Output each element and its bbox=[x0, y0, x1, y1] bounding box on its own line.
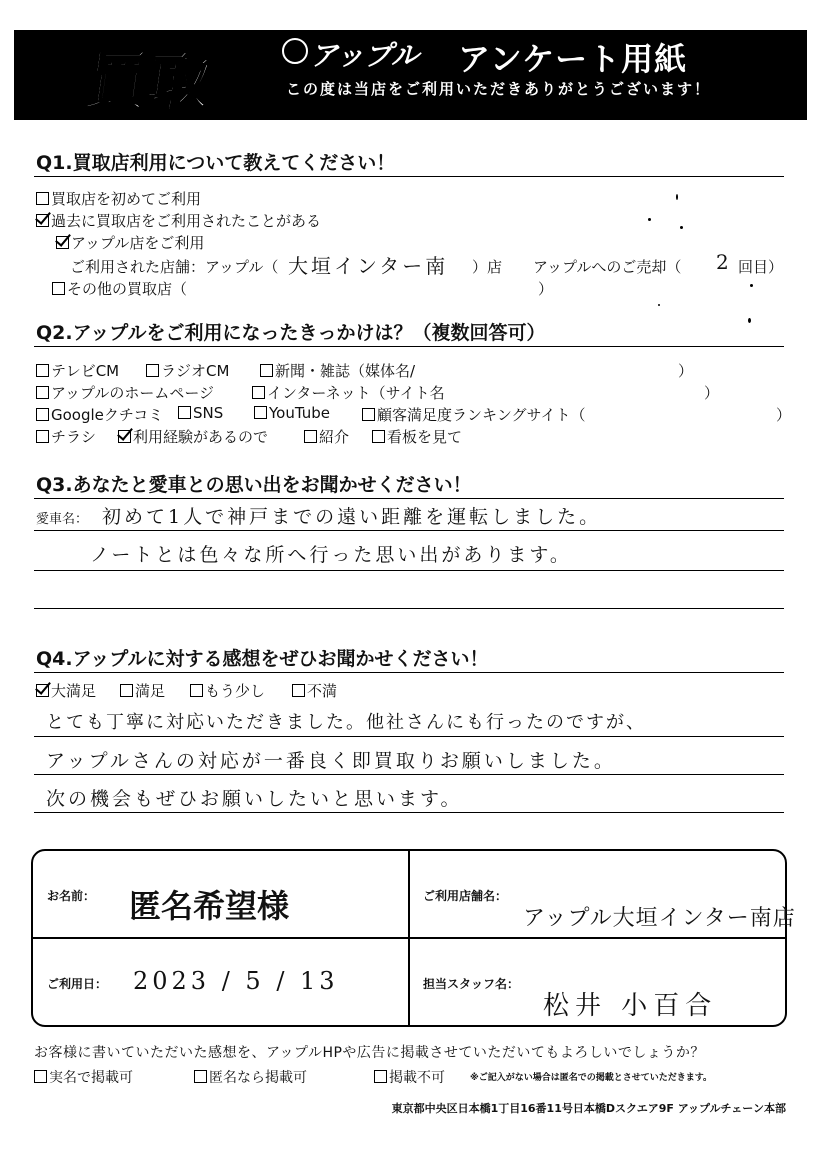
q4-divider bbox=[34, 672, 784, 673]
q2-radiocm-checkbox[interactable] bbox=[146, 364, 159, 377]
q1-apple-store-label: アップル店をご利用 bbox=[71, 234, 205, 252]
q4-comment-line-1[interactable]: とても丁寧に対応いただきました。他社さんにも行ったのですが、 bbox=[46, 712, 646, 733]
q4-satisfied-label: 満足 bbox=[135, 682, 166, 700]
q2-option-youtube[interactable] bbox=[254, 404, 330, 422]
q3-car-label: 愛車名： bbox=[36, 512, 89, 527]
q2-youtube-label: YouTube bbox=[269, 404, 330, 422]
q2-experience-checkbox[interactable] bbox=[118, 430, 131, 443]
q4-writing-line bbox=[34, 812, 784, 813]
q2-option-signboard[interactable] bbox=[372, 426, 462, 447]
q2-ranking-label: 顧客満足度ランキングサイト（ bbox=[377, 406, 586, 424]
q1-used-before-checkbox[interactable] bbox=[36, 214, 49, 227]
q4-so-so-checkbox[interactable] bbox=[190, 684, 203, 697]
q3-writing-line bbox=[34, 608, 784, 609]
q2-option-sns[interactable] bbox=[178, 404, 223, 422]
q1-other-label: その他の買取店（ bbox=[67, 280, 188, 298]
publish-anonymous-checkbox[interactable] bbox=[194, 1070, 207, 1083]
q2-signboard-label: 看板を見て bbox=[387, 428, 463, 446]
q2-newspaper-label: 新聞・雑誌（媒体名/ bbox=[275, 362, 416, 380]
staff-name-label: 担当スタッフ名： bbox=[423, 977, 520, 991]
q1-apple-store-option[interactable] bbox=[56, 232, 204, 253]
q2-experience-label: 利用経験があるので bbox=[133, 428, 269, 446]
q4-very-satisfied-checkbox[interactable] bbox=[36, 684, 49, 697]
q1-divider bbox=[34, 176, 784, 177]
q2-tvcm-label: テレビCM bbox=[51, 362, 120, 380]
brand-name: アップル bbox=[310, 39, 419, 72]
q1-other-checkbox[interactable] bbox=[52, 282, 65, 295]
pen-mark bbox=[748, 318, 751, 323]
publish-none-checkbox[interactable] bbox=[374, 1070, 387, 1083]
publish-none-label: 掲載不可 bbox=[389, 1070, 445, 1086]
q4-so-so-label: もう少し bbox=[205, 682, 266, 700]
q2-homepage-label: アップルのホームページ bbox=[51, 384, 215, 402]
q4-writing-line bbox=[34, 774, 784, 775]
q2-radiocm-label: ラジオCM bbox=[161, 362, 230, 380]
q3-writing-line bbox=[34, 570, 784, 571]
publish-real-name-label: 実名で掲載可 bbox=[49, 1070, 133, 1086]
pen-mark bbox=[676, 194, 678, 200]
q2-internet-checkbox[interactable] bbox=[252, 386, 265, 399]
publish-anonymous-option[interactable] bbox=[194, 1067, 307, 1087]
q2-youtube-checkbox[interactable] bbox=[254, 406, 267, 419]
publish-note: ※ご記入がない場合は匿名での掲載とさせていただきます。 bbox=[470, 1073, 713, 1083]
q4-rating-so-so[interactable] bbox=[190, 680, 265, 701]
q1-used-before-option[interactable] bbox=[36, 210, 321, 231]
q2-internet-close: ） bbox=[704, 384, 720, 402]
q2-title: Q2.アップルをご利用になったきっかけは？（複数回答可） bbox=[36, 322, 546, 344]
staff-name-value[interactable]: 松井 小百合 bbox=[543, 991, 718, 1021]
q2-flyer-checkbox[interactable] bbox=[36, 430, 49, 443]
q2-flyer-label: チラシ bbox=[51, 428, 97, 446]
publish-real-name-option[interactable] bbox=[34, 1067, 133, 1087]
q2-option-homepage[interactable] bbox=[36, 382, 214, 403]
q1-times-label: アップルへのご売却（ bbox=[533, 258, 682, 276]
card-divider-horizontal bbox=[33, 937, 785, 939]
publish-permission-question: お客様に書いていただいた感想を、アップルHPや広告に掲載させていただいてもよろしいでしょうか？ bbox=[34, 1045, 705, 1061]
q2-homepage-checkbox[interactable] bbox=[36, 386, 49, 399]
q2-ranking-checkbox[interactable] bbox=[362, 408, 375, 421]
header-banner bbox=[14, 30, 807, 120]
pen-mark bbox=[680, 226, 683, 229]
q2-divider bbox=[34, 346, 784, 347]
q1-first-time-label: 買取店を初めてご利用 bbox=[51, 190, 202, 208]
q2-option-google[interactable] bbox=[36, 404, 163, 425]
q3-divider bbox=[34, 498, 784, 499]
pen-mark bbox=[658, 304, 660, 306]
q2-sns-label: SNS bbox=[193, 404, 224, 422]
publish-real-name-checkbox[interactable] bbox=[34, 1070, 47, 1083]
page-subtitle: この度は当店をご利用いただきありがとうございます！ bbox=[286, 80, 712, 98]
publish-anonymous-label: 匿名なら掲載可 bbox=[209, 1070, 307, 1086]
date-value[interactable]: 2023 / 5 / 13 bbox=[133, 967, 339, 995]
q2-option-tvcm[interactable] bbox=[36, 360, 119, 381]
q2-option-experience[interactable] bbox=[118, 426, 268, 447]
q4-very-satisfied-label: 大満足 bbox=[51, 682, 97, 700]
q2-referral-checkbox[interactable] bbox=[304, 430, 317, 443]
q4-rating-dissatisfied[interactable] bbox=[292, 680, 337, 701]
store-name-label: ご利用店舗名： bbox=[423, 889, 508, 903]
q3-memory-line-1[interactable]: 初めて1人で神戸までの遠い距離を運転しました。 bbox=[102, 506, 602, 528]
q2-internet-label: インターネット（サイト名 bbox=[267, 384, 445, 402]
pen-mark bbox=[648, 218, 651, 221]
q1-store-line bbox=[70, 256, 278, 277]
q4-comment-line-2[interactable]: アップルさんの対応が一番良く即買取りお願いしました。 bbox=[46, 750, 616, 772]
q2-option-radiocm[interactable] bbox=[146, 360, 229, 381]
q2-google-checkbox[interactable] bbox=[36, 408, 49, 421]
q1-other-close: ） bbox=[538, 280, 554, 298]
date-label: ご利用日： bbox=[47, 977, 108, 991]
q1-times-suffix: 回目） bbox=[738, 258, 784, 276]
q2-option-referral[interactable] bbox=[304, 426, 349, 447]
q4-dissatisfied-checkbox[interactable] bbox=[292, 684, 305, 697]
page-title: アンケート用紙 bbox=[458, 40, 688, 78]
q3-memory-line-2[interactable]: ノートとは色々な所へ行った思い出があります。 bbox=[90, 544, 572, 566]
q1-used-before-label: 過去に買取店をご利用されたことがある bbox=[51, 212, 322, 230]
q2-ranking-close: ） bbox=[776, 406, 792, 424]
q4-satisfied-checkbox[interactable] bbox=[120, 684, 133, 697]
q4-rating-satisfied[interactable] bbox=[120, 680, 165, 701]
q1-title: Q1.買取店利用について教えてください！ bbox=[36, 152, 396, 174]
q2-newspaper-close: ） bbox=[678, 362, 694, 380]
q2-signboard-checkbox[interactable] bbox=[372, 430, 385, 443]
q1-times-handwritten[interactable]: 2 bbox=[716, 250, 732, 274]
q4-dissatisfied-label: 不満 bbox=[307, 682, 338, 700]
customer-info-card bbox=[31, 849, 796, 1027]
q2-google-label: Googleクチコミ bbox=[51, 406, 164, 424]
company-address: 東京都中央区日本橋1丁目16番11号日本橋Dスクエア9F アップルチェーン本部 bbox=[391, 1102, 786, 1115]
q3-title: Q3.あなたと愛車との思い出をお聞かせください！ bbox=[36, 474, 472, 496]
q4-title: Q4.アップルに対する感想をぜひお聞かせください！ bbox=[36, 648, 489, 670]
q4-rating-very-satisfied[interactable] bbox=[36, 680, 96, 701]
q2-option-newspaper[interactable] bbox=[260, 360, 415, 381]
q2-sns-checkbox[interactable] bbox=[178, 406, 191, 419]
store-name-value[interactable]: アップル大垣インター南店 bbox=[523, 906, 796, 931]
q1-other-option[interactable] bbox=[52, 278, 187, 299]
q2-option-flyer[interactable] bbox=[36, 426, 96, 447]
kaitori-logo: 買取 bbox=[84, 49, 219, 119]
q4-writing-line bbox=[34, 736, 784, 737]
q1-apple-store-checkbox[interactable] bbox=[56, 236, 69, 249]
q3-writing-line bbox=[34, 530, 784, 531]
q1-store-label: ご利用された店舗：アップル（ bbox=[70, 258, 279, 276]
q1-store-suffix: ）店 bbox=[472, 258, 503, 276]
q2-tvcm-checkbox[interactable] bbox=[36, 364, 49, 377]
q2-option-ranking[interactable] bbox=[362, 404, 586, 425]
publish-none-option[interactable] bbox=[374, 1067, 445, 1087]
q1-first-time-checkbox[interactable] bbox=[36, 192, 49, 205]
name-label: お名前： bbox=[47, 889, 96, 903]
q2-option-internet[interactable] bbox=[252, 382, 445, 403]
q1-first-time-option[interactable] bbox=[36, 188, 201, 209]
q2-referral-label: 紹介 bbox=[319, 428, 350, 446]
pen-mark bbox=[750, 284, 753, 287]
q2-newspaper-checkbox[interactable] bbox=[260, 364, 273, 377]
q1-store-handwritten[interactable]: 大垣インター南 bbox=[288, 254, 449, 278]
q4-comment-line-3[interactable]: 次の機会もぜひお願いしたいと思います。 bbox=[46, 788, 463, 810]
name-value[interactable]: 匿名希望様 bbox=[129, 887, 290, 925]
apple-logo-icon bbox=[282, 38, 308, 64]
